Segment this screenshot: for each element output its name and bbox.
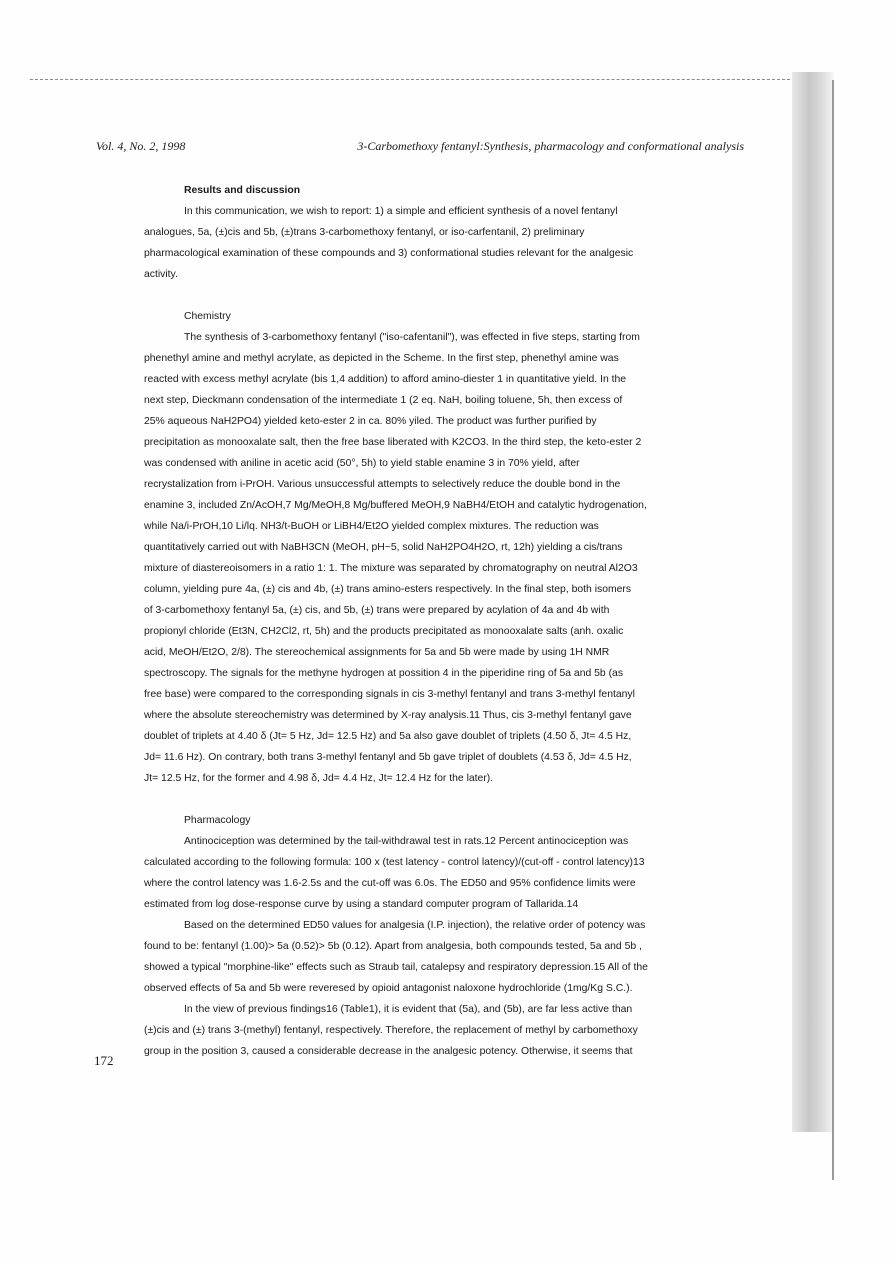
book-binding-shadow xyxy=(792,72,834,1132)
section-title: Results and discussion xyxy=(184,185,301,196)
text-line: where the control latency was 1.6-2.5s and the cut-off was 6.0s. The ED50 and 95% confidence limits were xyxy=(144,878,636,889)
text-line: The synthesis of 3-carbomethoxy fentanyl ("iso-cafentanil"), was effected in five steps, starting from xyxy=(184,332,640,343)
text-line: calculated according to the following formula: 100 x (test latency - control latency)/(cut-off - control latency)13 xyxy=(144,857,645,868)
running-head-title: 3-Carbomethoxy fentanyl:Synthesis, pharmacology and conformational analysis xyxy=(357,139,744,153)
text-line: phenethyl amine and methyl acrylate, as depicted in the Scheme. In the first step, phenethyl amine was xyxy=(144,353,619,364)
text-line: quantitatively carried out with NaBH3CN (MeOH, pH~5, solid NaH2PO4H2O, rt, 12h) yielding a cis/trans xyxy=(144,542,623,553)
chemistry-paragraph xyxy=(144,327,707,789)
text-line: spectroscopy. The signals for the methyne hydrogen at possition 4 in the piperidine ring of 5a and 5b (as xyxy=(144,668,624,679)
text-line: analogues, 5a, (±)cis and 5b, (±)trans 3-carbomethoxy fentanyl, or iso-carfentanil, 2) preliminary xyxy=(144,227,585,238)
text-line: estimated from log dose-response curve by using a standard computer program of Tallarida.14 xyxy=(144,899,579,910)
text-line: found to be: fentanyl (1.00)> 5a (0.52)> 5b (0.12). Apart from analgesia, both compounds tested, 5a and 5b , xyxy=(144,941,642,952)
text-line: recrystalization from i-PrOH. Various unsuccessful attempts to selectively reduce the double bond in the xyxy=(144,479,621,490)
text-line: next step, Dieckmann condensation of the intermediate 1 (2 eq. NaH, boiling toluene, 5h, then excess of xyxy=(144,395,623,406)
text-line: while Na/i-PrOH,10 Li/lq. NH3/t-BuOH or LiBH4/Et2O yielded complex mixtures. The reduction was xyxy=(144,521,599,532)
text-line: Antinociception was determined by the tail-withdrawal test in rats.12 Percent antinociception was xyxy=(184,836,629,847)
text-line: In this communication, we wish to report: 1) a simple and efficient synthesis of a novel fentanyl xyxy=(184,206,618,217)
text-line: column, yielding pure 4a, (±) cis and 4b, (±) trans amino-esters respectively. In the final step, both isomers xyxy=(144,584,632,595)
text-line: (±)cis and (±) trans 3-(methyl) fentanyl, respectively. Therefore, the replacement of methyl by carbomethoxy xyxy=(144,1025,638,1036)
text-line: observed effects of 5a and 5b were reveresed by opioid antagonist naloxone hydrochloride (1mg/Kg S.C.). xyxy=(144,983,633,994)
text-line: where the absolute stereochemistry was determined by X-ray analysis.11 Thus, cis 3-methyl fentanyl gave xyxy=(144,710,632,721)
text-line: Jt= 12.5 Hz, for the former and 4.98 δ, Jd= 4.4 Hz, Jt= 12.4 Hz for the later). xyxy=(144,773,494,784)
page-number: 172 xyxy=(94,1053,114,1068)
text-line: reacted with excess methyl acrylate (bis 1,4 addition) to afford amino-diester 1 in quantitative yield. In the xyxy=(144,374,627,385)
text-line: acid, MeOH/Et2O, 2/8). The stereochemical assignments for 5a and 5b were made by using 1H NMR xyxy=(144,647,610,658)
pharmacology-heading: Pharmacology xyxy=(184,815,251,826)
text-line: precipitation as monooxalate salt, then the free base liberated with K2CO3. In the third step, the keto-ester 2 xyxy=(144,437,642,448)
text-line: In the view of previous findings16 (Table1), it is evident that (5a), and (5b), are far less active than xyxy=(184,1004,633,1015)
text-line: doublet of triplets at 4.40 δ (Jt= 5 Hz, Jd= 12.5 Hz) and 5a also gave doublet of triplets (4.50 δ, Jt= 4.5 Hz, xyxy=(144,731,632,742)
running-head xyxy=(96,139,744,155)
book-binding-edge xyxy=(832,80,834,1180)
text-line: 25% aqueous NaH2PO4) yielded keto-ester 2 in ca. 80% yiled. The product was further purified by xyxy=(144,416,597,427)
top-rule xyxy=(30,79,790,80)
text-line: Jd= 11.6 Hz). On contrary, both trans 3-methyl fentanyl and 5b gave triplet of doublets (4.53 δ, Jd= 4.5 Hz, xyxy=(144,752,632,763)
text-line: Based on the determined ED50 values for analgesia (I.P. injection), the relative order of potency was xyxy=(184,920,646,931)
text-line: was condensed with aniline in acetic acid (50°, 5h) to yield stable enamine 3 in 70% yield, after xyxy=(144,458,580,469)
text-line: showed a typical "morphine-like" effects such as Straub tail, catalepsy and respiratory depression.15 All of the xyxy=(144,962,648,973)
text-line: activity. xyxy=(144,269,178,280)
text-line: free base) were compared to the corresponding signals in cis 3-methyl fentanyl and trans 3-methyl fentanyl xyxy=(144,689,635,700)
text-line: pharmacological examination of these compounds and 3) conformational studies relevant for the analgesic xyxy=(144,248,634,259)
text-line: mixture of diastereoisomers in a ratio 1: 1. The mixture was separated by chromatography on neutral Al2O3 xyxy=(144,563,638,574)
text-line: enamine 3, included Zn/AcOH,7 Mg/MeOH,8 Mg/buffered MeOH,9 NaBH4/EtOH and catalytic hydrogenation, xyxy=(144,500,647,511)
article-body xyxy=(144,180,707,1062)
text-line: propionyl chloride (Et3N, CH2Cl2, rt, 5h) and the products precipitated as monooxalate salts (anh. oxalic xyxy=(144,626,624,637)
running-head-volume: Vol. 4, No. 2, 1998 xyxy=(96,139,186,153)
intro-paragraph xyxy=(144,201,707,285)
pharmacology-paragraph xyxy=(144,831,707,1062)
text-line: of 3-carbomethoxy fentanyl 5a, (±) cis, and 5b, (±) trans were prepared by acylation of 4a and 4b with xyxy=(144,605,610,616)
text-line: group in the position 3, caused a considerable decrease in the analgesic potency. Otherwise, it seems that xyxy=(144,1046,633,1057)
chemistry-heading: Chemistry xyxy=(184,311,231,322)
